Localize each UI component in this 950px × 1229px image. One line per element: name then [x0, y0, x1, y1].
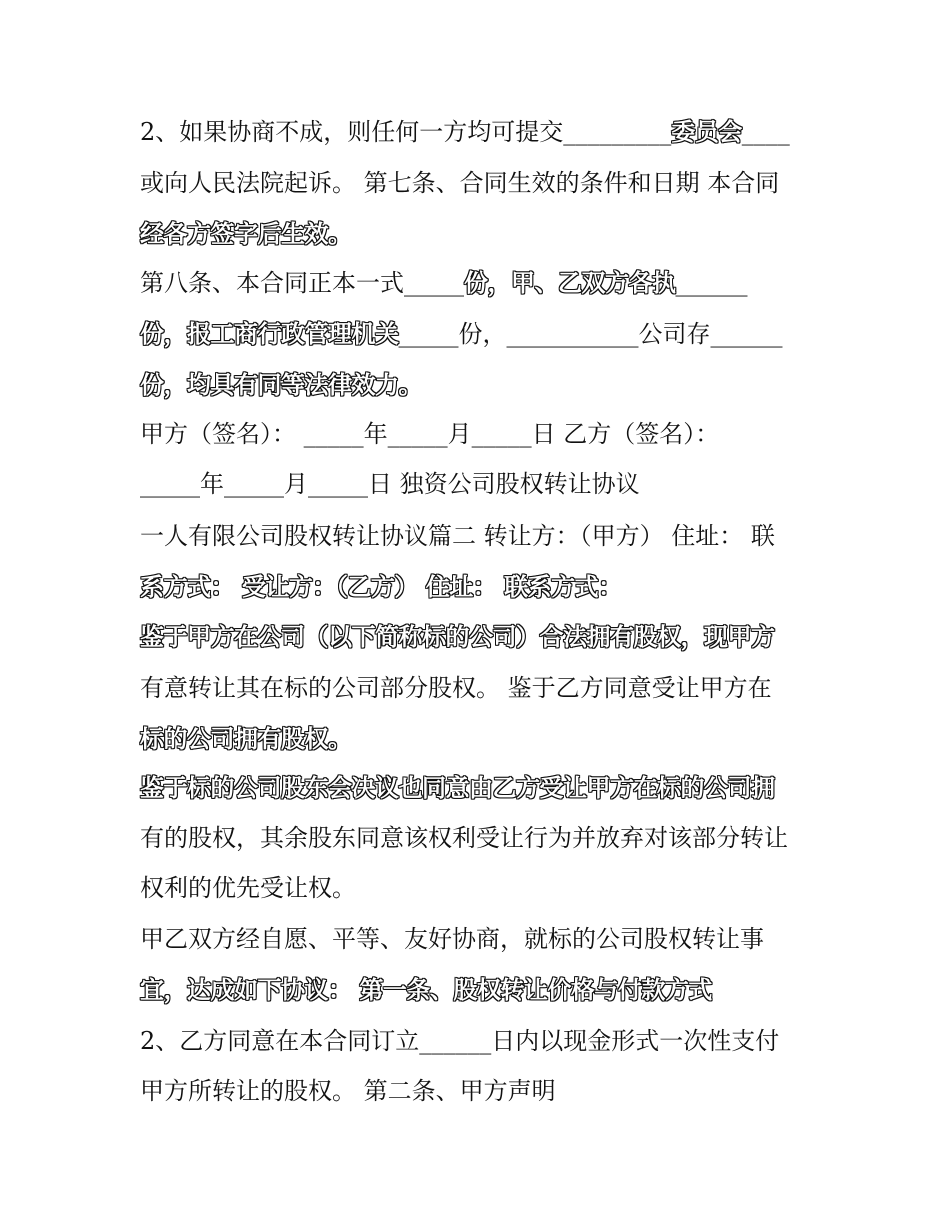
text-line: 第八条、本合同正本一式_____份，甲、乙双方各执______ — [140, 268, 748, 297]
text-line: 有意转让其在标的公司部分股权。 鉴于乙方同意受让甲方在 — [140, 674, 772, 702]
text-line: 甲乙双方经自愿、平等、友好协商，就标的公司股权转让事 — [140, 925, 764, 953]
text-line: 有的股权，其余股东同意该权利受让行为并放弃对该部分转让 — [140, 824, 788, 852]
text-line: 鉴于甲方在公司（以下简称标的公司）合法拥有股权，现甲方 — [140, 622, 775, 651]
text-line: 2、乙方同意在本合同订立______日内以现金形式一次性支付 — [140, 1027, 780, 1055]
text-line: 甲方所转让的股权。 第二条、甲方声明 — [140, 1077, 556, 1105]
text-line: 份，均具有同等法律效力。 — [140, 370, 422, 399]
text-line: _____年_____月_____日 独资公司股权转让协议 — [140, 470, 640, 498]
text-line: 权利的优先受让权。 — [140, 874, 356, 902]
text-line: 或向人民法院起诉。 第七条、合同生效的条件和日期 本合同 — [140, 169, 780, 197]
text-line: 宜，达成如下协议： 第一条、股权转让价格与付款方式 — [140, 975, 712, 1004]
text-line: 甲方（签名）： _____年_____月_____日 乙方（签名）： — [140, 420, 720, 448]
text-line: 经各方签字后生效。 — [140, 219, 352, 248]
text-line: 一人有限公司股权转让协议篇二 转让方：（甲方） 住址： 联 — [140, 522, 775, 550]
text-line: 标的公司拥有股权。 — [140, 724, 352, 753]
text-line: 2、如果协商不成，则任何一方均可提交_________委员会____ — [140, 117, 790, 146]
text-line: 鉴于标的公司股东会决议也同意由乙方受让甲方在标的公司拥 — [140, 773, 775, 802]
text-line: 系方式： 受让方：（乙方） 住址： 联系方式： — [140, 572, 622, 601]
text-line: 份，报工商行政管理机关_____份，___________公司存______ — [140, 319, 783, 348]
